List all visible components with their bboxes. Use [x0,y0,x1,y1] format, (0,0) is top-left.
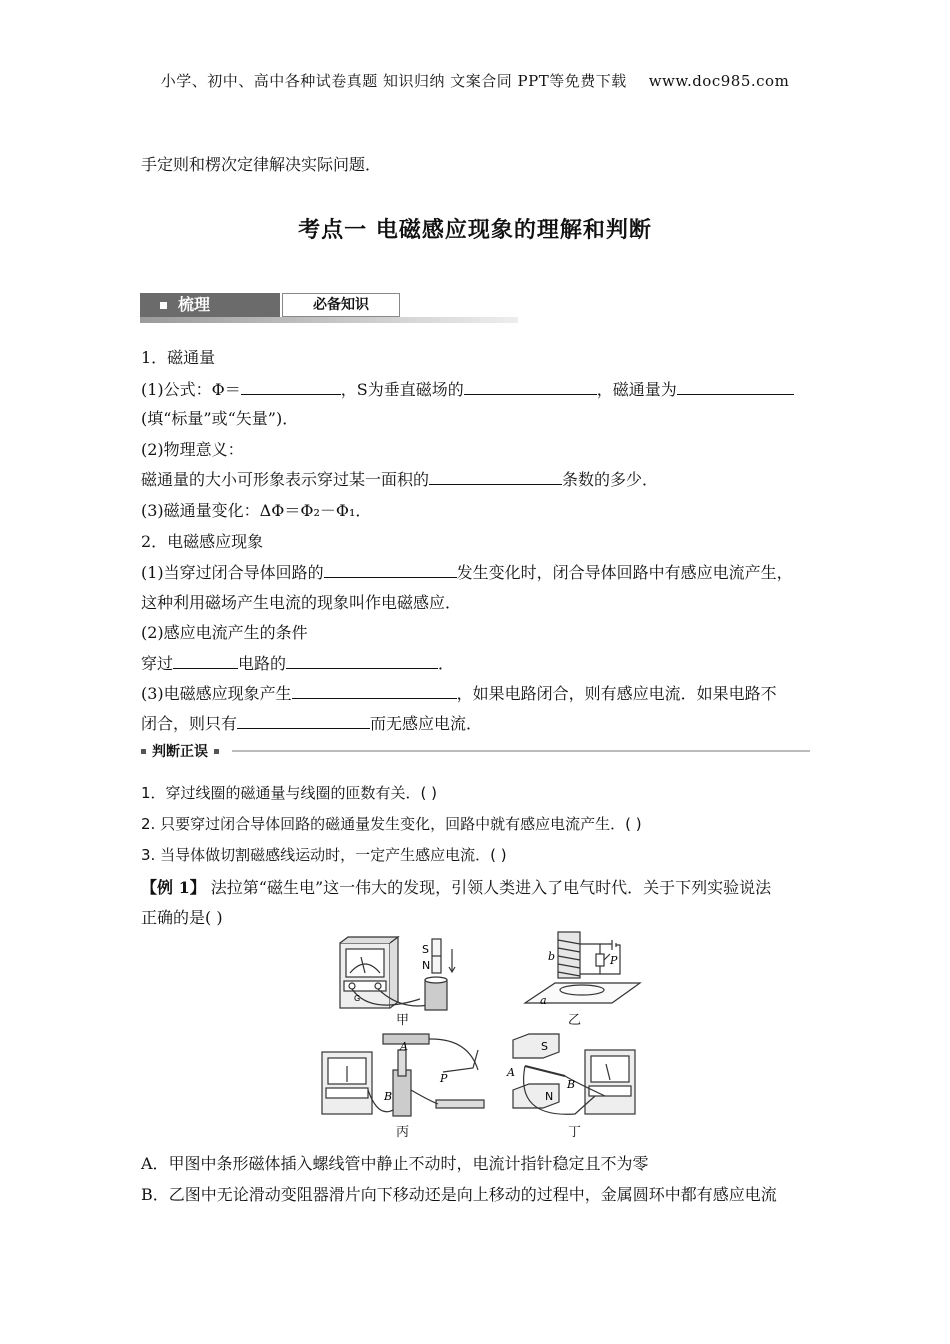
terminal-plate [326,1088,368,1098]
label-b-coil: B [384,1090,393,1103]
condition-line [141,651,454,674]
judge-item-1: 1．穿过线圈的磁通量与线圈的匝数有关．( ) [141,784,438,802]
blank-field[interactable] [237,713,370,729]
switch [443,1050,478,1072]
text: 闭合，则只有 [141,714,238,733]
label-a-end: A [507,1066,515,1079]
induction-line-1 [141,560,793,583]
judge-heading-label: 判断正误 [152,744,208,760]
text: ，磁通量为 [596,380,677,399]
label-p: P [440,1072,448,1085]
circuit-wire [580,944,600,974]
heading-flux: 1．磁通量 [141,348,216,367]
judge-item-3: 3. 当导体做切割磁感线运动时，一定产生感应电流．( ) [141,846,507,864]
label-s: S [422,943,429,956]
label-a: a [540,994,547,1007]
terminal-plate [344,981,386,991]
label-b-end: B [567,1078,576,1091]
header-url[interactable]: www.doc985.com [648,72,790,90]
flux-change-line: (3)磁通量变化：ΔΦ＝Φ₂－Φ₁． [141,501,372,520]
label-g: G [354,994,361,1003]
solenoid [425,980,447,1010]
physical-meaning-heading: (2)物理意义： [141,440,244,459]
conductor-rod [525,1066,565,1076]
section-underline [140,317,518,323]
example-line-1 [141,875,771,898]
judge-rule [232,750,810,752]
blank-field[interactable] [429,469,562,485]
rheostat [596,954,604,966]
flux-type-line: (填“标量”或“矢量”)． [141,409,299,428]
phenomenon-line-1 [141,681,777,704]
text: 条数的多少． [562,470,659,489]
page-header [0,70,950,91]
text: (1)当穿过闭合导体回路的 [141,563,324,582]
text: 电路的 [238,654,287,673]
label-b: b [548,950,556,963]
caption-jia: 甲 [396,1013,410,1028]
coil-b [393,1070,411,1116]
judge-item-2: 2. 只要穿过闭合导体回路的磁通量发生变化，回路中就有感应电流产生．( ) [141,815,642,833]
square-icon [214,749,219,754]
section-light-tab: 必备知识 [282,293,400,317]
figure-ding [505,1030,650,1120]
blank-field[interactable] [173,653,238,669]
coil-a [398,1050,406,1076]
text: ，S为垂直磁场的 [340,380,464,399]
example-line-2: 正确的是( ) [141,908,223,927]
induction-line-2: 这种利用磁场产生电流的现象叫作电磁感应． [141,593,462,612]
label-n: N [422,959,431,972]
text: 而无感应电流． [370,714,483,733]
intro-line: 手定则和楞次定律解决实际问题． [141,155,382,174]
heading-induction: 2．电磁感应现象 [141,532,264,551]
flux-formula-line [141,377,794,400]
page-title: 考点一 电磁感应现象的理解和判断 [298,217,652,243]
coil [558,932,580,978]
label-s: S [541,1040,548,1053]
text: ，如果电路闭合，则有感应电流．如果电路不 [456,684,777,703]
text: ． [438,654,455,673]
caption-bing: 丙 [396,1125,410,1140]
blank-field[interactable] [677,379,794,395]
phenomenon-line-2 [141,711,482,734]
physical-meaning-line [141,467,658,490]
example-label: 【例 1】 [141,878,206,897]
rheostat [436,1100,484,1108]
solenoid-top [425,977,447,983]
label-n: N [545,1090,554,1103]
magnet-s [513,1034,559,1058]
section-dark-label: 梳理 [178,295,211,314]
label-p: P [610,954,618,967]
figure-jia [330,935,480,1015]
header-text: 小学、初中、高中各种试卷真题 知识归纳 文案合同 PPT等免费下载 [160,72,627,90]
blank-field[interactable] [241,379,341,395]
caption-ding: 丁 [568,1125,582,1140]
text: 穿过 [141,654,174,673]
square-icon [160,302,167,309]
figure-yi [520,928,660,1010]
section-banner [140,293,518,323]
blank-field[interactable] [464,379,597,395]
text: (1)公式：Φ＝ [141,380,241,399]
blank-field[interactable] [324,562,457,578]
option-b[interactable]: B．乙图中无论滑动变阻器滑片向下移动还是向上移动的过程中，金属圆环中都有感应电流 [141,1185,777,1204]
blank-field[interactable] [286,653,438,669]
section-dark-tab [140,293,280,317]
text: 磁通量的大小可形象表示穿过某一面积的 [141,470,430,489]
square-icon [141,749,146,754]
text: 法拉第“磁生电”这一伟大的发现，引领人类进入了电气时代．关于下列实验说法 [205,878,772,897]
label-a-coil: A [400,1040,408,1053]
figure-bing [318,1030,498,1122]
blank-field[interactable] [292,683,457,699]
option-a[interactable]: A．甲图中条形磁体插入螺线管中静止不动时，电流计指针稳定且不为零 [141,1154,649,1173]
judge-heading [141,741,219,761]
caption-yi: 乙 [568,1013,582,1028]
text: 发生变化时，闭合导体回路中有感应电流产生， [456,563,793,582]
condition-heading: (2)感应电流产生的条件 [141,623,308,642]
text: (3)电磁感应现象产生 [141,684,292,703]
